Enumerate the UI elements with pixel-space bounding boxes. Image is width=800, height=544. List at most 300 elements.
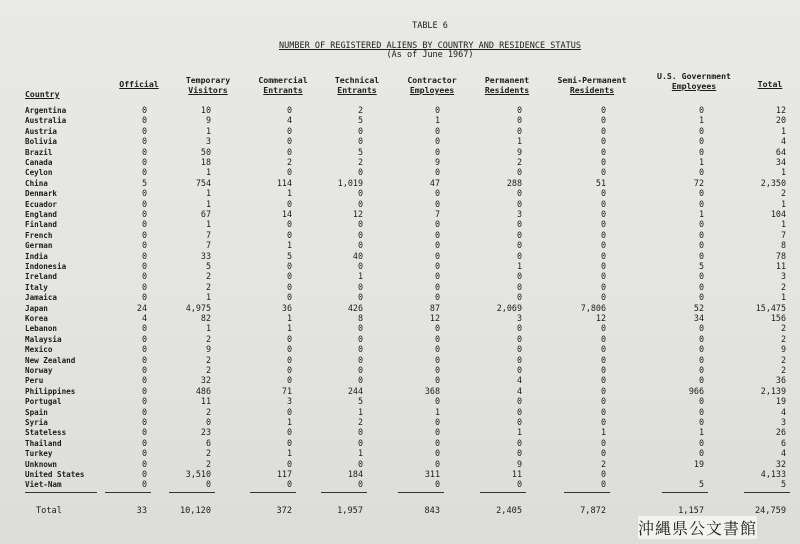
table-cell: 34	[775, 157, 786, 167]
table-cell: 0	[600, 229, 606, 240]
table-cell: 0	[357, 281, 363, 292]
table-cell: 0	[434, 427, 440, 438]
table-cell: 0	[205, 479, 211, 490]
table-cell: 2	[780, 365, 786, 375]
table-cell: 0	[600, 354, 606, 365]
country-name: Ecuador	[25, 199, 58, 209]
table-cell: 1	[286, 188, 292, 199]
country-name: China	[25, 178, 48, 188]
table-cell: 9	[205, 115, 211, 126]
table-cell: 1	[205, 323, 211, 334]
table-cell: 11	[775, 261, 786, 271]
table-cell: 0	[516, 219, 522, 230]
table-cell: 7	[434, 209, 440, 219]
table-cell: 0	[434, 271, 440, 282]
table-cell: 0	[141, 219, 147, 230]
table-cell: 2	[357, 105, 363, 115]
table-cell: 0	[141, 427, 147, 438]
table-cell: 1	[286, 448, 292, 459]
column-header-line2: Official	[119, 79, 159, 89]
table-cell: 0	[286, 281, 292, 292]
table-cell: 117	[276, 469, 292, 479]
table-cell: 0	[434, 281, 440, 292]
table-cell: 11	[200, 396, 211, 407]
table-cell: 36	[281, 302, 292, 313]
table-cell: 0	[698, 333, 704, 344]
table-cell: 0	[600, 261, 606, 271]
table-cell: 4,975	[185, 302, 211, 313]
table-cell: 0	[141, 188, 147, 199]
table-cell: 0	[600, 396, 606, 407]
table-cell: 0	[141, 396, 147, 407]
table-cell: 0	[141, 209, 147, 219]
table-cell: 0	[600, 271, 606, 282]
table-cell: 64	[775, 146, 786, 157]
table-cell: 0	[698, 344, 704, 355]
table-cell: 0	[286, 292, 292, 303]
country-name: Malaysia	[25, 334, 62, 344]
table-cell: 0	[141, 479, 147, 490]
table-cell: 0	[600, 281, 606, 292]
table-cell: 0	[357, 136, 363, 147]
table-cell: 754	[195, 177, 211, 188]
table-cell: 2	[286, 157, 292, 167]
table-cell: 0	[600, 437, 606, 448]
table-cell: 9	[516, 458, 522, 469]
table-cell: 0	[286, 333, 292, 344]
total-cell: 10,120	[179, 506, 211, 516]
table-cell: 32	[200, 375, 211, 386]
table-cell: 0	[357, 479, 363, 490]
country-name: Portugal	[25, 397, 62, 407]
table-cell: 0	[698, 406, 704, 417]
table-cell: 0	[286, 125, 292, 136]
table-cell: 0	[434, 250, 440, 261]
table-cell: 4	[780, 406, 786, 417]
table-cell: 1	[698, 157, 704, 167]
table-cell: 0	[600, 417, 606, 427]
table-cell: 0	[434, 448, 440, 459]
table-cell: 0	[286, 427, 292, 438]
table-cell: 1	[205, 125, 211, 136]
column-header-line1: Technical	[334, 75, 380, 85]
table-cell: 9	[205, 344, 211, 355]
table-cell: 0	[286, 479, 292, 490]
table-cell: 1	[600, 427, 606, 438]
table-cell: 0	[141, 136, 147, 147]
table-cell: 7	[205, 240, 211, 251]
table-cell: 82	[200, 313, 211, 323]
sum-rule	[480, 492, 526, 493]
table-date: (As of June 1967)	[386, 50, 474, 60]
table-cell: 0	[516, 250, 522, 261]
country-name: India	[25, 251, 48, 261]
table-cell: 0	[286, 271, 292, 282]
table-cell: 8	[780, 240, 786, 251]
table-cell: 0	[434, 146, 440, 157]
country-name: Bolivia	[25, 137, 58, 147]
table-cell: 0	[141, 458, 147, 469]
table-cell: 0	[141, 354, 147, 365]
table-cell: 0	[141, 344, 147, 355]
table-cell: 1	[205, 292, 211, 303]
table-cell: 0	[286, 354, 292, 365]
table-cell: 3	[286, 396, 292, 407]
table-cell: 0	[516, 417, 522, 427]
table-cell: 0	[141, 250, 147, 261]
country-name: Ireland	[25, 272, 58, 282]
country-name: England	[25, 210, 58, 219]
table-cell: 3	[205, 136, 211, 147]
sum-rule	[169, 492, 215, 493]
table-cell: 0	[516, 344, 522, 355]
table-cell: 0	[141, 198, 147, 209]
table-cell: 5	[698, 261, 704, 271]
column-header-line2: Entrants	[263, 85, 303, 95]
country-name: Unknown	[25, 459, 58, 469]
table-cell: 0	[357, 167, 363, 178]
country-name: Austria	[25, 126, 58, 136]
table-cell: 0	[698, 188, 704, 199]
table-cell: 0	[698, 146, 704, 157]
table-cell: 426	[347, 302, 363, 313]
table-cell: 1	[357, 406, 363, 417]
column-header-line1: Permanent	[484, 75, 530, 85]
table-cell: 486	[195, 385, 211, 396]
table-cell: 0	[141, 417, 147, 427]
table-cell: 0	[698, 136, 704, 147]
table-cell: 0	[286, 136, 292, 147]
table-cell: 0	[600, 146, 606, 157]
table-cell: 2	[205, 448, 211, 459]
table-cell: 0	[434, 417, 440, 427]
table-cell: 0	[434, 458, 440, 469]
table-cell: 0	[141, 448, 147, 459]
table-cell: 19	[775, 396, 786, 407]
table-cell: 0	[141, 437, 147, 448]
table-cell: 0	[698, 365, 704, 375]
table-cell: 0	[434, 323, 440, 334]
table-cell: 0	[141, 292, 147, 303]
total-cell: 372	[276, 506, 292, 516]
table-cell: 0	[141, 281, 147, 292]
country-name: Ceylon	[25, 168, 53, 178]
table-cell: 0	[434, 136, 440, 147]
table-cell: 0	[434, 167, 440, 178]
table-cell: 1	[516, 261, 522, 271]
table-cell: 12	[595, 313, 606, 323]
table-cell: 0	[286, 375, 292, 386]
country-name: Mexico	[25, 345, 53, 355]
table-cell: 0	[698, 125, 704, 136]
table-cell: 0	[600, 375, 606, 386]
column-header	[537, 75, 647, 95]
table-cell: 2,069	[496, 302, 522, 313]
table-cell: 0	[600, 365, 606, 375]
table-cell: 1	[780, 167, 786, 178]
table-cell: 0	[434, 354, 440, 365]
table-cell: 0	[141, 125, 147, 136]
total-cell: 7,872	[580, 506, 606, 516]
table-cell: 0	[698, 105, 704, 115]
table-cell: 0	[516, 188, 522, 199]
table-cell: 0	[516, 354, 522, 365]
table-cell: 72	[693, 177, 704, 188]
column-header	[715, 79, 800, 89]
table-cell: 0	[600, 344, 606, 355]
table-cell: 87	[429, 302, 440, 313]
table-cell: 0	[357, 323, 363, 334]
table-cell: 12	[775, 105, 786, 115]
table-cell: 0	[516, 448, 522, 459]
table-cell: 32	[775, 458, 786, 469]
table-cell: 2	[780, 354, 786, 365]
table-cell: 0	[141, 157, 147, 167]
table-cell: 1	[516, 427, 522, 438]
table-cell: 114	[276, 177, 292, 188]
table-cell: 26	[775, 427, 786, 438]
table-cell: 9	[780, 344, 786, 355]
table-cell: 5	[141, 177, 147, 188]
table-cell: 0	[286, 105, 292, 115]
table-cell: 1	[780, 198, 786, 209]
table-cell: 0	[698, 219, 704, 230]
table-cell: 0	[698, 229, 704, 240]
table-cell: 0	[286, 198, 292, 209]
table-cell: 0	[357, 240, 363, 251]
table-cell: 3	[516, 313, 522, 323]
table-cell: 0	[141, 365, 147, 375]
table-cell: 3	[780, 417, 786, 427]
table-cell: 5	[357, 115, 363, 126]
table-cell: 156	[770, 313, 786, 323]
table-cell: 1	[286, 417, 292, 427]
table-cell: 244	[347, 385, 363, 396]
table-cell: 0	[600, 479, 606, 490]
table-cell: 0	[600, 323, 606, 334]
country-name: Italy	[25, 282, 48, 292]
table-cell: 0	[434, 375, 440, 386]
table-cell: 5	[780, 479, 786, 490]
table-cell: 1	[286, 240, 292, 251]
table-cell: 8	[357, 313, 363, 323]
column-header-line2: Residents	[484, 85, 530, 95]
table-cell: 0	[600, 469, 606, 479]
table-cell: 0	[516, 333, 522, 344]
table-cell: 20	[775, 115, 786, 126]
table-cell: 0	[698, 250, 704, 261]
table-cell: 5	[357, 396, 363, 407]
table-cell: 0	[357, 375, 363, 386]
table-cell: 0	[516, 125, 522, 136]
table-cell: 7,806	[580, 302, 606, 313]
table-cell: 71	[281, 385, 292, 396]
table-cell: 4	[516, 385, 522, 396]
table-cell: 2	[357, 157, 363, 167]
table-number: TABLE 6	[412, 21, 448, 31]
table-cell: 67	[200, 209, 211, 219]
table-cell: 2	[205, 271, 211, 282]
table-cell: 0	[516, 365, 522, 375]
table-cell: 0	[141, 105, 147, 115]
table-cell: 0	[434, 396, 440, 407]
table-cell: 184	[347, 469, 363, 479]
table-cell: 0	[141, 323, 147, 334]
table-cell: 0	[141, 469, 147, 479]
table-cell: 1,019	[337, 177, 363, 188]
table-cell: 104	[770, 209, 786, 219]
table-cell: 0	[357, 198, 363, 209]
table-cell: 0	[286, 458, 292, 469]
country-name: Stateless	[25, 428, 67, 438]
table-cell: 0	[434, 333, 440, 344]
table-cell: 36	[775, 375, 786, 386]
country-name: Philippines	[25, 386, 76, 396]
table-cell: 1	[286, 313, 292, 323]
table-cell: 0	[286, 437, 292, 448]
table-cell: 0	[600, 125, 606, 136]
table-cell: 4	[780, 448, 786, 459]
table-cell: 40	[352, 250, 363, 261]
table-cell: 0	[600, 198, 606, 209]
table-cell: 0	[141, 115, 147, 126]
table-cell: 2	[780, 188, 786, 199]
table-cell: 23	[200, 427, 211, 438]
table-cell: 4	[141, 313, 147, 323]
table-cell: 33	[200, 250, 211, 261]
column-header-line1: Semi-Permanent	[557, 75, 627, 85]
column-header-line2: Entrants	[337, 85, 377, 95]
table-cell: 0	[357, 354, 363, 365]
column-header-line1: U.S. Government	[657, 71, 731, 81]
table-cell: 5	[286, 250, 292, 261]
table-cell: 0	[434, 198, 440, 209]
column-header-line2: Visitors	[188, 85, 228, 95]
table-cell: 0	[286, 261, 292, 271]
table-cell: 0	[434, 188, 440, 199]
table-cell: 2	[780, 281, 786, 292]
table-cell: 0	[698, 292, 704, 303]
table-cell: 3	[516, 209, 522, 219]
country-name: Norway	[25, 366, 53, 375]
table-cell: 0	[698, 167, 704, 178]
table-cell: 0	[600, 250, 606, 261]
country-name: Australia	[25, 116, 67, 126]
table-cell: 0	[434, 261, 440, 271]
table-cell: 1	[698, 115, 704, 126]
table-cell: 0	[357, 344, 363, 355]
table-cell: 6	[205, 437, 211, 448]
country-name: Lebanon	[25, 324, 58, 334]
table-cell: 78	[775, 250, 786, 261]
table-cell: 1	[780, 292, 786, 303]
table-cell: 0	[698, 198, 704, 209]
table-cell: 1	[357, 271, 363, 282]
table-cell: 2	[780, 333, 786, 344]
table-cell: 0	[141, 333, 147, 344]
table-cell: 0	[141, 375, 147, 386]
table-cell: 7	[780, 229, 786, 240]
table-cell: 0	[141, 385, 147, 396]
table-cell: 1	[434, 406, 440, 417]
table-cell: 0	[434, 219, 440, 230]
table-cell: 0	[600, 448, 606, 459]
table-cell: 4,133	[760, 469, 786, 479]
table-cell: 12	[352, 209, 363, 219]
table-title: NUMBER OF REGISTERED ALIENS BY COUNTRY AND RESIDENCE STATUS	[279, 41, 581, 51]
table-cell: 1	[357, 448, 363, 459]
table-cell: 0	[698, 448, 704, 459]
column-header-line2: Employees	[409, 85, 455, 95]
country-name: Thailand	[25, 438, 62, 448]
sum-rule-country	[25, 492, 97, 493]
table-cell: 0	[600, 406, 606, 417]
table-cell: 2	[205, 365, 211, 375]
table-cell: 0	[357, 292, 363, 303]
table-cell: 2	[205, 333, 211, 344]
table-cell: 0	[434, 229, 440, 240]
table-cell: 0	[141, 271, 147, 282]
table-cell: 24	[136, 302, 147, 313]
table-cell: 1	[434, 115, 440, 126]
table-cell: 0	[286, 146, 292, 157]
column-header	[25, 89, 60, 99]
table-cell: 0	[600, 385, 606, 396]
table-cell: 0	[698, 417, 704, 427]
table-cell: 0	[434, 105, 440, 115]
sum-rule	[105, 492, 151, 493]
table-cell: 288	[506, 177, 522, 188]
table-cell: 0	[141, 146, 147, 157]
table-cell: 0	[516, 281, 522, 292]
table-cell: 0	[600, 333, 606, 344]
country-name: Denmark	[25, 189, 58, 199]
country-name: Korea	[25, 314, 48, 323]
table-cell: 0	[357, 229, 363, 240]
table-cell: 3	[780, 271, 786, 282]
table-cell: 0	[357, 333, 363, 344]
country-name: Turkey	[25, 449, 53, 459]
table-cell: 0	[516, 396, 522, 407]
table-cell: 0	[600, 136, 606, 147]
table-cell: 1	[286, 323, 292, 334]
table-cell: 6	[780, 437, 786, 448]
table-cell: 2	[205, 406, 211, 417]
table-cell: 0	[698, 437, 704, 448]
table-cell: 0	[600, 209, 606, 219]
table-cell: 2	[205, 354, 211, 365]
country-name: Canada	[25, 158, 53, 167]
table-cell: 5	[357, 146, 363, 157]
table-cell: 0	[516, 271, 522, 282]
table-cell: 0	[286, 406, 292, 417]
table-cell: 0	[600, 219, 606, 230]
table-cell: 9	[516, 146, 522, 157]
table-cell: 50	[200, 146, 211, 157]
country-name: New Zealand	[25, 355, 76, 365]
column-header-line1: Commercial	[258, 75, 308, 85]
column-header-line2: Country	[25, 89, 60, 99]
table-cell: 0	[698, 281, 704, 292]
table-cell: 11	[511, 469, 522, 479]
table-cell: 1	[205, 167, 211, 178]
table-cell: 0	[516, 198, 522, 209]
table-cell: 0	[357, 437, 363, 448]
table-cell: 2,139	[760, 385, 786, 396]
table-cell: 0	[286, 344, 292, 355]
table-cell: 52	[693, 302, 704, 313]
archive-stamp: 沖縄県公文書館	[638, 516, 757, 539]
